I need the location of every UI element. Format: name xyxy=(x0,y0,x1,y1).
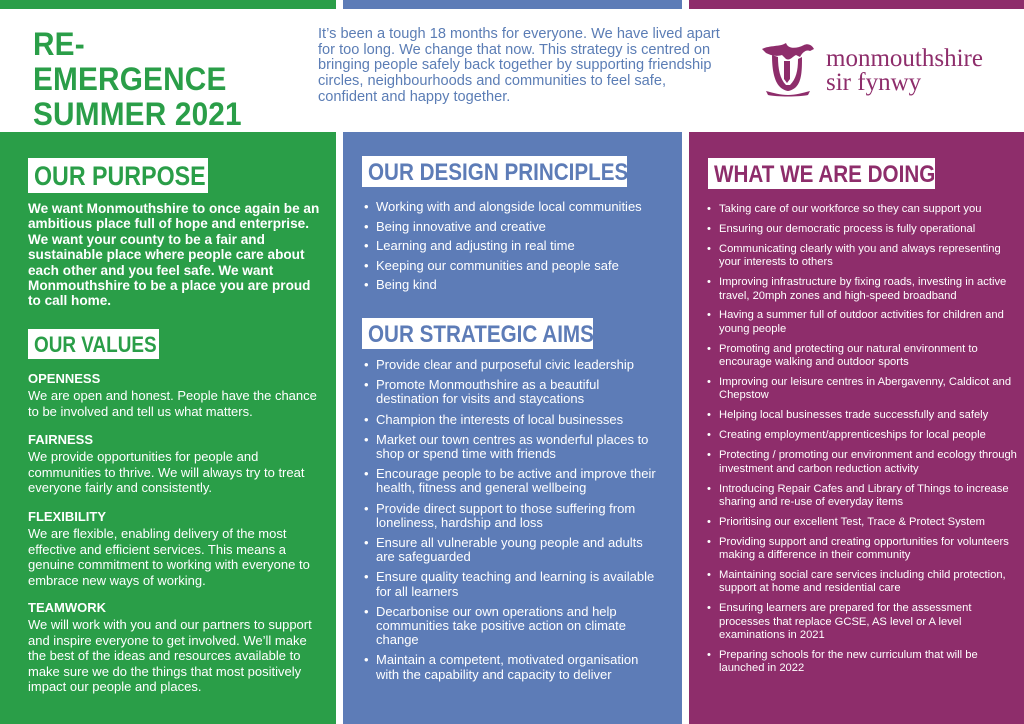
list-item: • Promote Monmouthshire as a beautiful destination for visits and staycations xyxy=(364,378,664,406)
column-divider xyxy=(336,132,343,724)
value-text: We will work with you and our partners to support and inspire everyone to get involved. We’ll make the best of the ideas and resources available to make sure we do the things that most positively impact our people and places. xyxy=(28,617,312,694)
list-item: • Creating employment/apprenticeships for local people xyxy=(707,429,1017,442)
list-item: • Provide direct support to those suffering from loneliness, hardship and loss xyxy=(364,502,664,530)
list-item: • Improving infrastructure by fixing roads, investing in active travel, 20mph zones and high-speed broadband xyxy=(707,276,1017,303)
what-we-are-doing-heading xyxy=(708,158,935,189)
list-item: • Protecting / promoting our environment and ecology through investment and carbon reduction activity xyxy=(707,449,1017,476)
list-item: • Maintain a competent, motivated organisation with the capability and capacity to deliver xyxy=(364,653,664,681)
values-heading xyxy=(28,329,159,359)
list-item: • Provide clear and purposeful civic leadership xyxy=(364,358,664,372)
values-heading-label: OUR VALUES xyxy=(34,332,157,357)
value-title: FLEXIBILITY xyxy=(28,509,106,524)
list-item: • Learning and adjusting in real time xyxy=(364,238,674,253)
list-item: • Decarbonise our own operations and help communities take positive action on climate change xyxy=(364,605,664,648)
value-text: We provide opportunities for people and communities to thrive. We will always try to treat everyone fairly and consistently. xyxy=(28,449,305,495)
list-item: • Prioritising our excellent Test, Trace & Protect System xyxy=(707,516,1017,529)
logo-text-line-2: sir fynwy xyxy=(826,69,922,96)
council-logo xyxy=(756,35,1006,105)
dragon-logo-icon xyxy=(756,35,818,97)
list-item: • Market our town centres as wonderful places to shop or spend time with friends xyxy=(364,433,664,461)
value-text: We are flexible, enabling delivery of the most effective and efficient services. This means a genuine commitment to working with everyone to embrace new ways of working. xyxy=(28,526,310,588)
intro-text: It’s been a tough 18 months for everyone. We have lived apart for too long. We change that now. This strategy is centred on bringing people safely back together by supporting friendship circles, neighbourhoods and communities to feel safe, confident and happy together. xyxy=(318,26,720,105)
value-title: OPENNESS xyxy=(28,371,101,386)
strategic-aims-list xyxy=(364,358,664,688)
logo-text-line-1: monmouthshire xyxy=(826,45,983,72)
list-item: • Maintaining social care services including child protection, support at home and residential care xyxy=(707,569,1017,596)
value-fairness xyxy=(28,432,328,496)
list-item: • Taking care of our workforce so they can support you xyxy=(707,203,1017,216)
list-item: • Communicating clearly with you and always representing your interests to others xyxy=(707,243,1017,270)
what-we-are-doing-list xyxy=(707,203,1017,682)
list-item: • Preparing schools for the new curriculum that will be launched in 2022 xyxy=(707,649,1017,676)
list-item: • Champion the interests of local businesses xyxy=(364,413,664,427)
value-flexibility xyxy=(28,509,328,588)
page-title xyxy=(33,27,275,132)
list-item: • Being innovative and creative xyxy=(364,219,674,234)
value-text: We are open and honest. People have the chance to be involved and tell us what matters. xyxy=(28,388,317,419)
value-openness xyxy=(28,371,328,419)
list-item: • Working with and alongside local communities xyxy=(364,199,674,214)
list-item: • Promoting and protecting our natural environment to encourage walking and outdoor sports xyxy=(707,343,1017,370)
list-item: • Keeping our communities and people safe xyxy=(364,258,674,273)
strategic-aims-heading xyxy=(362,318,593,349)
list-item: • Encourage people to be active and improve their health, fitness and general wellbeing xyxy=(364,467,664,495)
design-principles-heading-label: OUR DESIGN PRINCIPLES xyxy=(368,159,629,186)
list-item: • Ensure quality teaching and learning is available for all learners xyxy=(364,570,664,598)
purpose-heading xyxy=(28,158,208,193)
top-bar-blue xyxy=(343,0,682,9)
top-bar-purple xyxy=(689,0,1024,9)
what-we-are-doing-heading-label: WHAT WE ARE DOING xyxy=(714,161,936,188)
list-item: • Helping local businesses trade successfully and safely xyxy=(707,409,1017,422)
design-principles-list xyxy=(364,199,674,297)
purpose-heading-label: OUR PURPOSE xyxy=(34,161,206,191)
list-item: • Ensuring learners are prepared for the assessment processes that replace GCSE, AS level or A level examinations in 2021 xyxy=(707,602,1017,642)
top-bar-green xyxy=(0,0,336,9)
logo-text xyxy=(826,47,983,95)
list-item: • Providing support and creating opportunities for volunteers making a difference in their community xyxy=(707,536,1017,563)
list-item: • Being kind xyxy=(364,277,674,292)
list-item: • Ensure all vulnerable young people and adults are safeguarded xyxy=(364,536,664,564)
strategic-aims-heading-label: OUR STRATEGIC AIMS xyxy=(368,321,594,348)
title-line-2: SUMMER 2021 xyxy=(33,96,242,132)
list-item: • Having a summer full of outdoor activities for children and young people xyxy=(707,309,1017,336)
list-item: • Introducing Repair Cafes and Library of Things to increase sharing and re-use of everyday items xyxy=(707,483,1017,510)
list-item: • Improving our leisure centres in Abergavenny, Caldicot and Chepstow xyxy=(707,376,1017,403)
design-principles-heading xyxy=(362,156,627,187)
purpose-text: We want Monmouthshire to once again be an ambitious place full of hope and enterprise. We want your county to be a fair and sustainable place where people care about each other and you feel safe. We want Monmouthshire to be a place you are proud to call home. xyxy=(28,201,320,309)
value-title: FAIRNESS xyxy=(28,432,94,447)
value-title: TEAMWORK xyxy=(28,600,106,615)
value-teamwork xyxy=(28,600,328,695)
title-line-1: RE-EMERGENCE xyxy=(33,26,227,97)
column-divider xyxy=(682,132,689,724)
list-item: • Ensuring our democratic process is fully operational xyxy=(707,223,1017,236)
